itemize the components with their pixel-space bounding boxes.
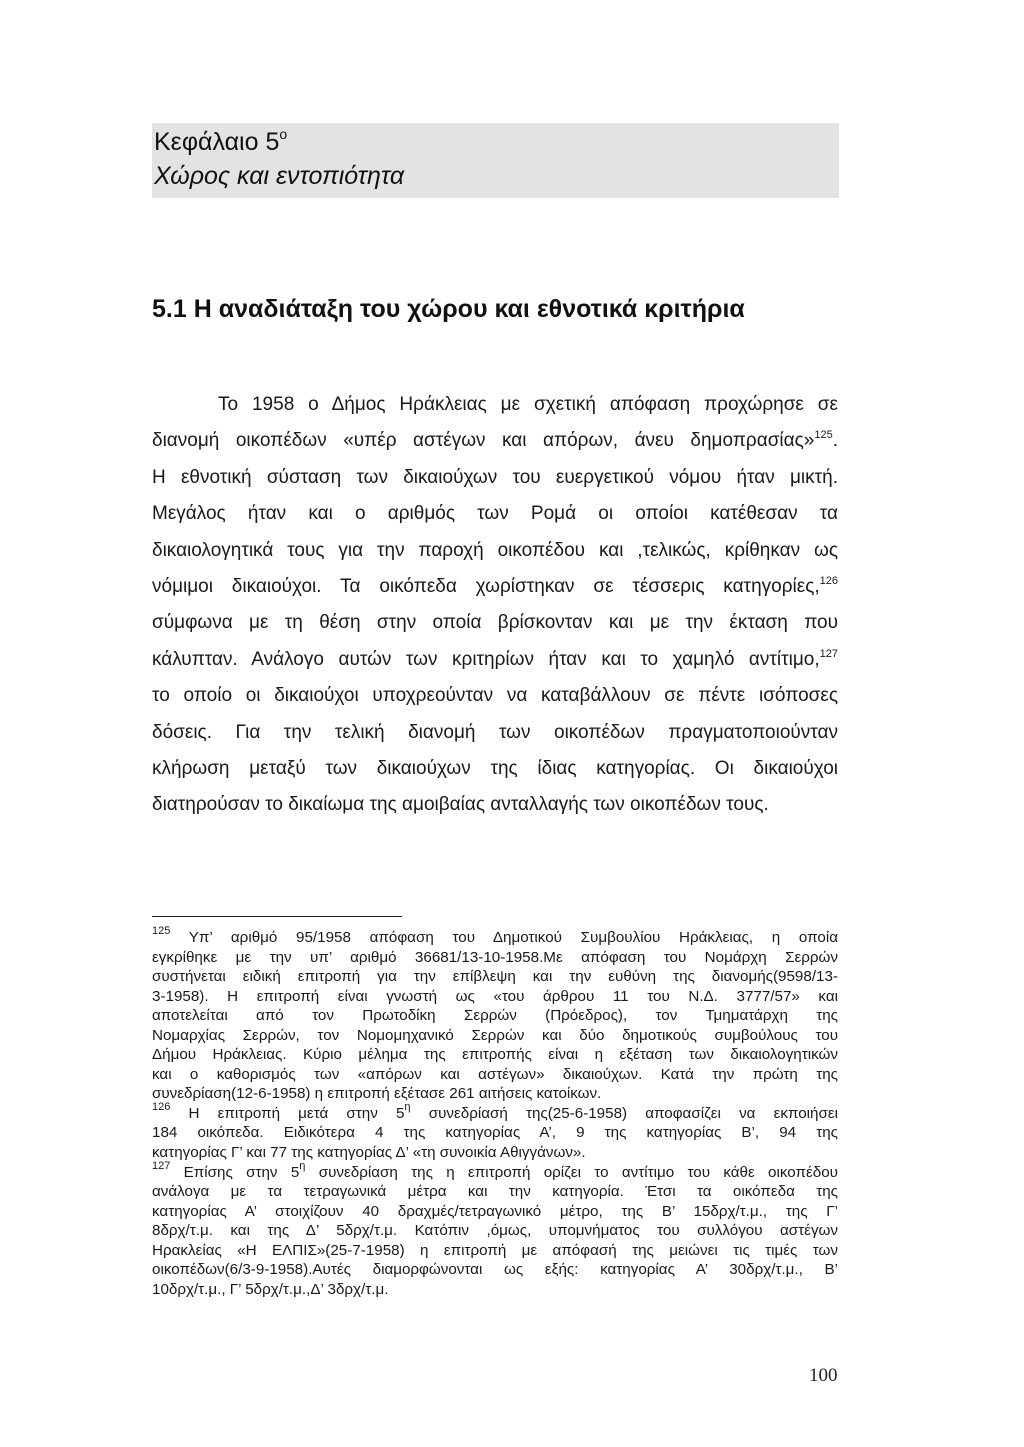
footnote-line: ανάλογα με τα τετραγωνικά μέτρα και την κατηγορία. Έτσι τα οικόπεδα της [152,1183,838,1201]
footnote-ref-126[interactable]: 126 [819,574,838,587]
footnote-ref-125[interactable]: 125 [814,429,833,442]
paragraph-line: Το 1958 ο Δήμος Ηράκλειας με σχετική απόφαση προχώρησε σε [218,394,838,415]
paragraph-line: δικαιολογητικά τους για την παροχή οικοπέδου και ,τελικώς, κρίθηκαν ως [152,539,838,561]
paragraph-line: Μεγάλος ήταν και ο αριθμός των Ρομά οι οποίοι κατέθεσαν τα [152,503,838,525]
chapter-title: Χώρος και εντοπιότητα [154,162,405,190]
footnote-number-127: 127 [152,1159,171,1172]
paragraph-line: το οποίο οι δικαιούχοι υποχρεούνταν να καταβάλλουν σε πέντε ισόποσες [152,685,838,707]
body-paragraph [152,387,838,824]
paragraph-line: διανομή οικοπέδων «υπέρ αστέγων και απόρων, άνευ δημοπρασίας»$^{125}$. [152,429,838,452]
footnote-line: συνεδρίαση(12-6-1958) η επιτροπή εξέτασε 261 αιτήσεις κατοίκων. [152,1085,602,1103]
paragraph-line: διατηρούσαν το δικαίωμα της αμοιβαίας ανταλλαγής των οικοπέδων τους. [152,794,769,816]
page-number: 100 [809,1365,838,1386]
footnote-ref-127[interactable]: 127 [819,647,838,660]
footnote-line: 10δρχ/τ.μ., Γ’ 5δρχ/τ.μ.,Δ’ 3δρχ/τ.μ. [152,1280,389,1298]
footnotes [152,925,838,1299]
footnote-line: εγκρίθηκε με την υπ’ αριθμό 36681/13-10-1958.Με απόφαση του Νομάρχη Σερρών [152,948,838,966]
footnote-line: Νομαρχίας Σερρών, τον Νομομηχανικό Σερρών και δύο δημοτικούς συμβούλους του [152,1026,838,1044]
footnote-line: κατηγορίας Γ’ και 77 της κατηγορίας Δ’ «τη συνοικία Αθιγγάνων». [152,1144,586,1162]
paragraph-line: κλήρωση μεταξύ των δικαιούχων της ίδιας κατηγορίας. Οι δικαιούχοι [152,757,838,779]
paragraph-line: Η εθνοτική σύσταση των δικαιούχων του ευεργετικού νόμου ήταν μικτή. [152,466,838,488]
paragraph-line: κάλυπταν. Ανάλογο αυτών των κριτηρίων ήταν και το χαμηλό αντίτιμο,$^{127}$ [152,647,838,670]
footnote-line: $^{125}$ Υπ’ αριθμό 95/1958 απόφαση του Δημοτικού Συμβουλίου Ηράκλειας, η οποία [152,925,838,946]
paragraph-line: σύμφωνα με τη θέση στην οποία βρίσκονταν και με την έκταση που [152,612,838,634]
footnote-line: οικοπέδων(6/3-9-1958).Αυτές διαμορφώνονται ως εξής: κατηγορίας Α’ 30δρχ/τ.μ., Β’ [152,1261,838,1279]
footnote-line: 3-1958). Η επιτροπή είναι γνωστή ως «του άρθρου 11 του Ν.Δ. 3777/57» και [152,987,838,1005]
footnote-line: και ο καθορισμός των «απόρων και αστέγων» δικαιούχων. Κατά την πρώτη της [152,1065,838,1083]
footnote-number-126: 126 [152,1100,171,1113]
footnote-number-125: 125 [152,925,171,937]
footnote-line: κατηγορίας Α’ στοιχίζουν 40 δραχμές/τετραγωνικό μέτρο, της Β’ 15δρχ/τ.μ., της Γ’ [152,1202,838,1220]
footnote-line: Ηρακλείας «Η ΕΛΠΙΣ»(25-7-1958) η επιτροπή με απόφασή της μειώνει τις τιμές των [152,1241,838,1259]
footnote-line: $^{127}$ Επίσης στην $5^\eta$ συνεδρίαση της η επιτροπή ορίζει το αντίτιμο του κάθε οικοπέδου [152,1159,838,1181]
footnote-line: 8δρχ/τ.μ. και της Δ’ 5δρχ/τ.μ. Κατόπιν ,όμως, υπομνήματος του συλλόγου αστέγων [152,1222,838,1240]
footnote-separator [152,916,402,917]
footnote-line: συστήνεται ειδική επιτροπή για την επίβλεψη και την ευθύνη της διανομής(9598/13- [152,968,838,986]
section-heading: 5.1 Η αναδιάταξη του χώρου και εθνοτικά κριτήρια [152,295,745,323]
footnote-line: Δήμου Ηράκλειας. Κύριο μέλημα της επιτροπής είναι η εξέταση των δικαιολογητικών [152,1046,838,1064]
chapter-header [152,123,839,198]
footnote-line: $^{126}$ Η επιτροπή μετά στην $5^\eta$ συνεδρίασή της(25-6-1958) αποφασίζει να εκποιήσει [152,1100,838,1122]
paragraph-line: νόμιμοι δικαιούχοι. Τα οικόπεδα χωρίστηκαν σε τέσσερις κατηγορίες,$^{126}$ [152,574,838,597]
chapter-label-superscript: ο [279,126,288,142]
footnote-line: αποτελείται από τον Πρωτοδίκη Σερρών (Πρόεδρος), τον Τμηματάρχη της [152,1007,838,1025]
footnote-line: 184 οικόπεδα. Ειδικότερα 4 της κατηγορίας Α’, 9 της κατηγορίας Β’, 94 της [152,1124,838,1142]
paragraph-line: δόσεις. Για την τελική διανομή των οικοπέδων πραγματοποιούνταν [152,721,838,743]
chapter-label: Κεφάλαιο $5^o$ [154,126,288,156]
